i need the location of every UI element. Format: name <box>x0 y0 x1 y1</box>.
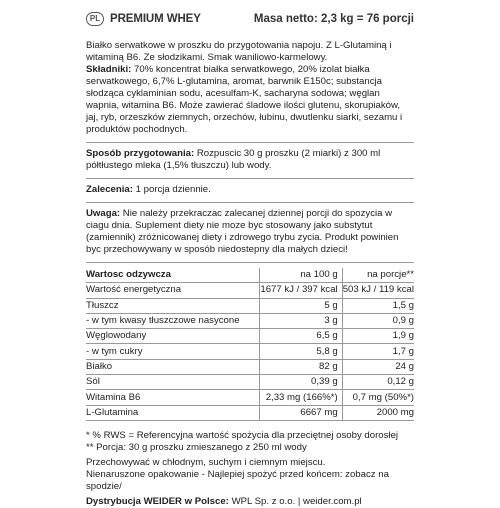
nutrient-per-serving: 0,12 g <box>342 375 414 390</box>
footnote-portion: ** Porcja: 30 g proszku zmieszanego z 250 ml wody <box>86 441 307 453</box>
nutrient-per-serving: 0,7 mg (50%*) <box>342 390 414 405</box>
nutrient-name: - w tym cukry <box>86 344 260 359</box>
distributor-text: WPL Sp. z o.o. | weider.com.pl <box>231 495 362 507</box>
recommendation-label: Zalecenia: <box>86 184 133 195</box>
product-description: Białko serwatkowe w proszku do przygotowania napoju. Z L-Glutaminą i witaminą B6. Ze słodzikami. Smak waniliowo-karmelowy. <box>86 40 392 63</box>
pl-logo-icon: PL <box>86 12 104 26</box>
nutrient-name: Sól <box>86 375 260 390</box>
nutrient-name: L-Glutamina <box>86 405 260 420</box>
warning-section <box>86 208 414 256</box>
label-header <box>86 9 414 29</box>
nutrition-header-per-serving: na porcje** <box>342 268 414 283</box>
nutrient-per100: 3 g <box>260 313 342 328</box>
nutrient-per-serving: 24 g <box>342 359 414 374</box>
nutrient-name: Białko <box>86 359 260 374</box>
recommendation-text: 1 porcja dziennie. <box>135 184 211 195</box>
nutrient-per-serving: 503 kJ / 119 kcal <box>342 283 414 298</box>
nutrient-per-serving: 1,9 g <box>342 329 414 344</box>
label-content <box>86 40 414 508</box>
net-mass: Masa netto: 2,3 kg = 76 porcji <box>253 13 414 25</box>
nutrition-header-per100: na 100 g <box>260 268 342 283</box>
nutrient-per100: 0,39 g <box>260 375 342 390</box>
nutrient-per100: 5,8 g <box>260 344 342 359</box>
ingredients-text: 70% koncentrat białka serwatkowego, 20% izolat białka serwatkowego, 6,7% L-glutamina, aromat, barwnik E150c; substancja słodząca cyklaminian sodu, acesulfam-K, sacharyna sodowa; węglan wapnia, witamina B6. Może zawierać śladowe ilości glutenu, skorupiaków, jaj, ryb, orzeszków ziemnych, orzechów, łubinu, dwutlenku siarki, sezamu i produktów pochodnych. <box>86 64 403 135</box>
nutrition-row <box>86 283 414 298</box>
best-before-info: Nienaruszone opakowanie - Najlepiej spożyć przed końcem: zobacz na spodzie/ <box>86 468 389 492</box>
nutrition-row <box>86 359 414 374</box>
divider <box>86 202 414 203</box>
nutrient-per100: 1677 kJ / 397 kcal <box>260 283 342 298</box>
nutrient-per-serving: 1,5 g <box>342 298 414 313</box>
nutrition-row <box>86 313 414 328</box>
nutrient-name: Witamina B6 <box>86 390 260 405</box>
nutrient-per-serving: 1,7 g <box>342 344 414 359</box>
nutrition-header-row <box>86 268 414 283</box>
product-name: PREMIUM WHEY <box>110 13 201 25</box>
divider <box>86 262 414 263</box>
nutrition-row <box>86 329 414 344</box>
nutrition-row <box>86 375 414 390</box>
nutrition-header-name: Wartosc odzywcza <box>86 268 260 283</box>
nutrient-per100: 82 g <box>260 359 342 374</box>
recommendation-section <box>86 184 414 196</box>
nutrient-name: Tłuszcz <box>86 298 260 313</box>
preparation-label: Sposób przygotowania: <box>86 148 195 159</box>
spacer <box>86 421 414 430</box>
nutrient-per100: 6667 mg <box>260 405 342 420</box>
nutrient-per-serving: 0,9 g <box>342 313 414 328</box>
nutrient-name: Wartość energetyczna <box>86 283 260 298</box>
brand-block <box>86 12 201 26</box>
preparation-text: Rozpuscic 30 g proszku (2 miarki) z 300 ml półtłustego mleka (1,5% tłuszczu) lub wody. <box>86 148 381 171</box>
nutrient-name: Węglowodany <box>86 329 260 344</box>
nutrition-row <box>86 390 414 405</box>
warning-label: Uwaga: <box>86 208 121 219</box>
distributor-info <box>86 496 414 508</box>
footnote-rws: * % RWS = Referencyjna wartość spożycia dla przeciętnej osoby dorosłej <box>86 429 399 441</box>
nutrition-table <box>86 268 414 421</box>
nutrient-per100: 5 g <box>260 298 342 313</box>
ingredients-label: Składniki: <box>86 64 132 75</box>
warning-text: Nie należy przekraczac zalecanej dziennej porcji do spozycia w ciagu dnia. Suplement diety nie moze byc stosowany jako substytut (zamiennik) zróżnicowanej diety i zdrowego trybu zycia. Produkt powinien byc przechowywany w sposób niedostepny dla małych dzieci! <box>86 208 399 255</box>
distributor-label: Dystrybucja WEIDER w Polsce: <box>86 495 229 507</box>
nutrition-row <box>86 298 414 313</box>
divider <box>86 178 414 179</box>
nutrient-per100: 2,33 mg (166%*) <box>260 390 342 405</box>
nutrient-name: - w tym kwasy tłuszczowe nasycone <box>86 313 260 328</box>
storage-info: Przechowywać w chłodnym, suchym i ciemnym miejscu. <box>86 456 326 468</box>
ingredients-section <box>86 64 414 136</box>
nutrient-per100: 6,5 g <box>260 329 342 344</box>
preparation-section <box>86 148 414 172</box>
divider <box>86 142 414 143</box>
nutrition-row <box>86 344 414 359</box>
nutrient-per-serving: 2000 mg <box>342 405 414 420</box>
nutrition-row <box>86 405 414 420</box>
